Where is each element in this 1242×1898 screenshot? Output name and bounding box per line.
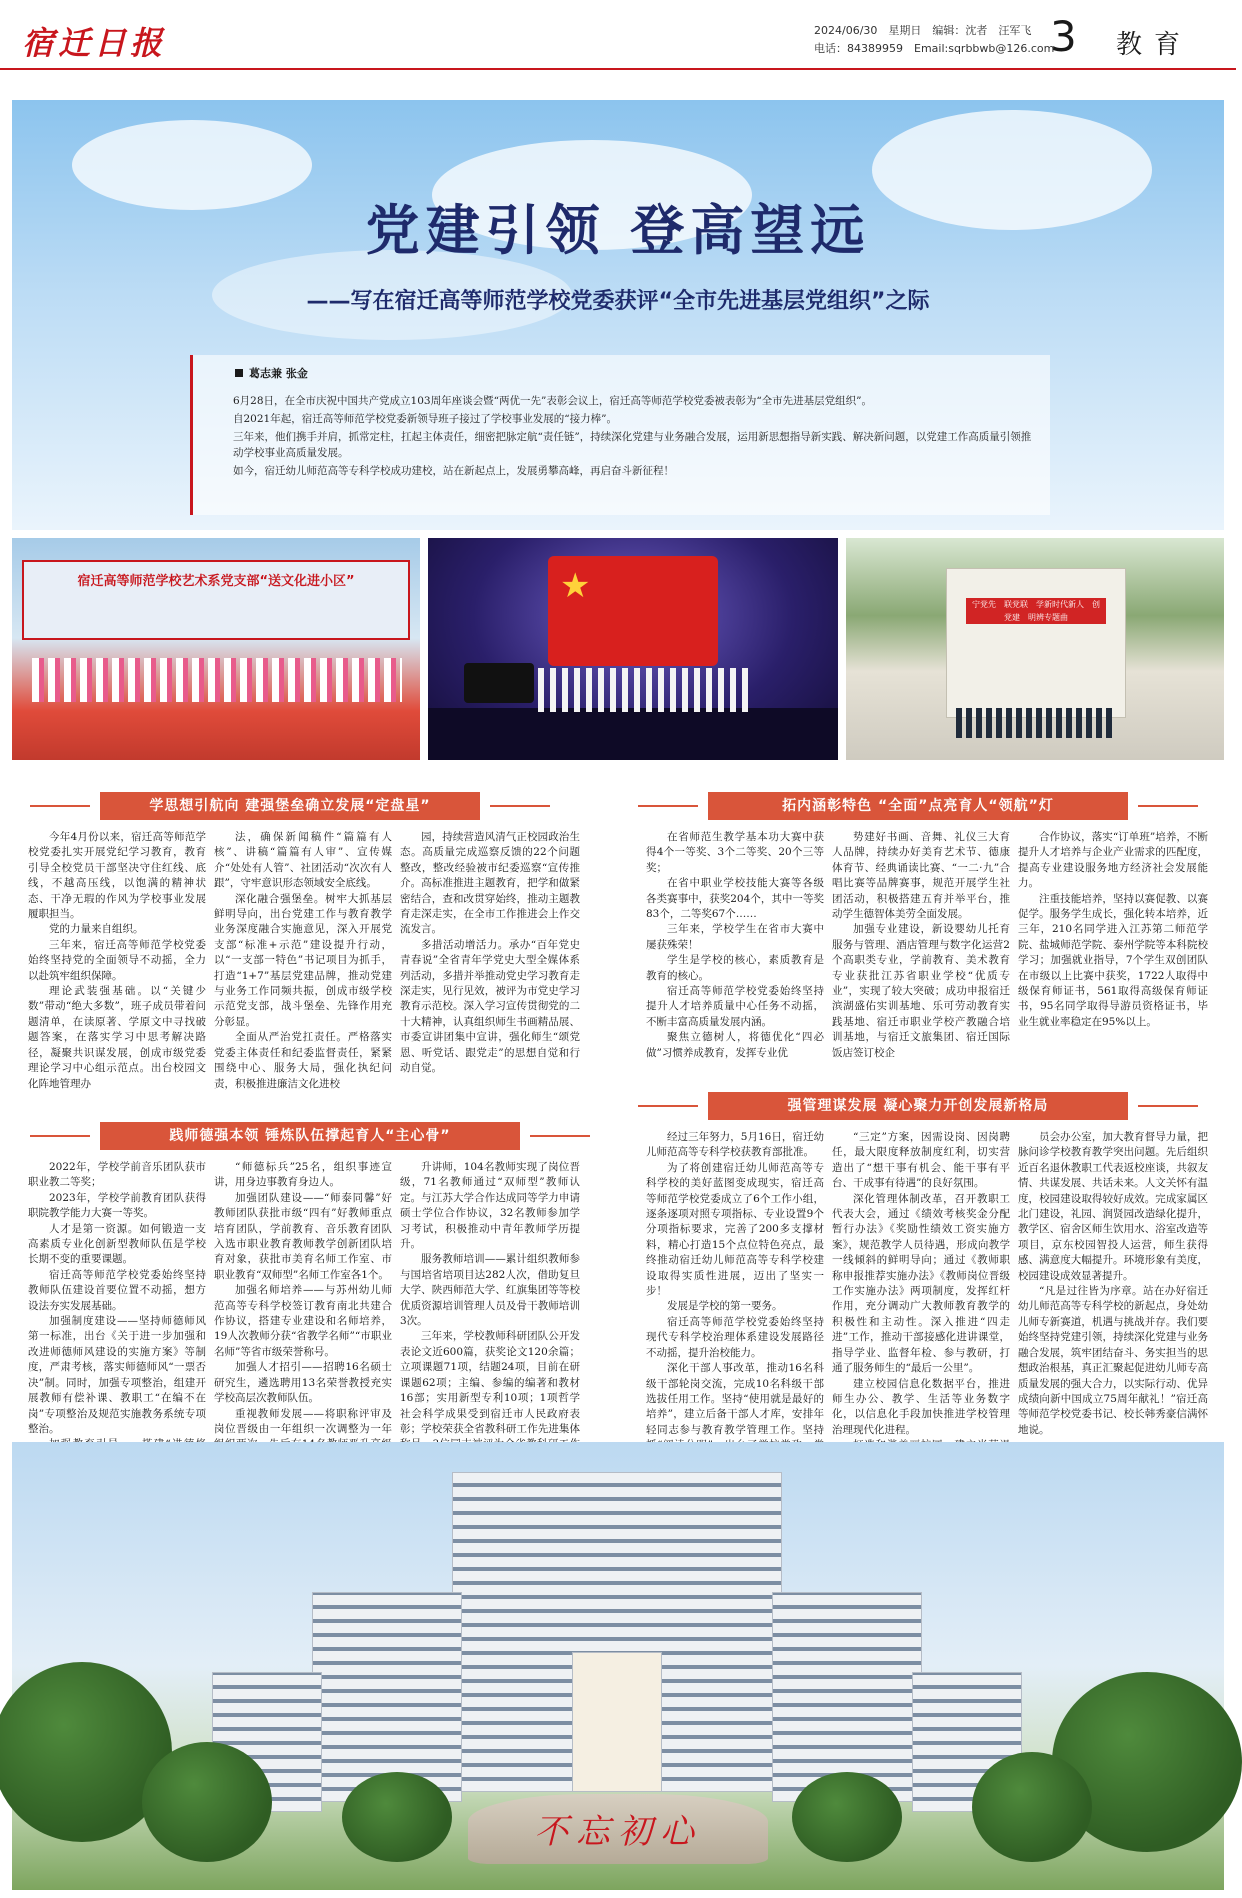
- paragraph: 宿迁高等师范学校党委始终坚持提升人才培养质量中心任务不动摇，不断丰富高质量发展内涵。: [646, 985, 824, 1028]
- intro-paragraph: 自2021年起，宿迁高等师范学校党委新领导班子接过了学校事业发展的“接力棒”。: [233, 413, 617, 425]
- campus-photo: [12, 1442, 1224, 1890]
- paragraph: 深化干部人事改革，推动16名科级干部轮岗交流，完成10名科级干部选拔任用工作。坚持“使用就是最好的培养”，建立后备干部人才库，安排年轻同志参与教育教学管理工作。坚持: [646, 1362, 824, 1436]
- paragraph: 三年来，宿迁高等师范学校党委始终坚持党的全面领导不动摇，全力以赴筑牢组织保障。: [28, 938, 206, 982]
- event-banner: [22, 560, 410, 640]
- article-column: [646, 830, 824, 1088]
- tree-shape: [792, 1772, 902, 1862]
- hero-banner: [12, 100, 1224, 530]
- group-figures: [956, 708, 1116, 738]
- paragraph: 员会办公室，加大教育督导力量，把脉问诊学校教育教学突出问题。先后组织近百名退休教职工代表返校座谈，共叙友情、共谋发展、共话未来。人文关怀有温度，校园建设取得较好成效。完成家属区北门建设，礼园、润贤园改造绿化提升，教学区、宿舍区师生饮用水、浴室改造等项目，京东校园智投人运营，师生获得感、满意度大幅提升。环境形象有美度，校园建设成效显著提升。: [1018, 1131, 1208, 1282]
- stone-inscription: 不忘初心: [534, 1812, 702, 1852]
- subheadline: ——写在宿迁高等师范学校党委获评“全市先进基层党组织”之际: [306, 289, 930, 314]
- article-column: [28, 1160, 206, 1436]
- photo-building-group: [846, 538, 1224, 760]
- tree-shape: [142, 1742, 272, 1862]
- paragraph: 党的力量来自组织。: [49, 923, 144, 936]
- section-title: 强管理谋发展 凝心聚力开创发展新格局: [708, 1092, 1128, 1120]
- paragraph: “凡是过往皆为序章。站在办好宿迁幼儿师范高等专科学校的新起点，身处幼儿师专新赛道，机遇与挑战并存。我们要始终坚持党建引领，持续深化党建与业务融合发展，筑牢团结奋斗、务实担当的思想政治根基，真正汇聚起促进幼儿师专高质量发展的强大合力，以实际行动、优异成绩向新中国成立75周年献礼！”宿迁高等师范学校党委书记、校长韩秀豪信满怀地说。: [1018, 1285, 1208, 1436]
- paragraph: 建立校园信息化数据平台，推进师生办公、教学、生活等业务数字化，以信息化手段加快推进学校管理治理现代化进程。: [832, 1377, 1010, 1436]
- paragraph: 法，确保新闻稿件“篇篇有人核”、讲稿“篇篇有人审”、宣传媒介“处处有人管”、社团活动“次次有人跟”，守牢意识形态领域安全底线。: [214, 831, 392, 890]
- page-section: 教育: [1116, 30, 1193, 60]
- page-number: 3: [1050, 12, 1077, 61]
- paragraph: 升讲师，104名教师实现了岗位晋级，71名教师通过“双师型”教师认定。与江苏大学合作达成同等学力申请硕士学位合作协议，32名教师参加学习考试，积极推动中青年教师学历提升。: [400, 1161, 580, 1251]
- article-column: [646, 1130, 824, 1436]
- paragraph: 学生是学校的核心，素质教育是教育的核心。: [646, 954, 824, 982]
- paragraph: 加强团队建设——“师泰同馨”好教师团队获批市级“四有”好教师重点培育团队，学前教育、音乐教育团队入选市职业教育教师教学创新团队培育对象，获批市美育名师工作室、市职业教育“双师型”名师工作室各1个。: [214, 1191, 392, 1281]
- paragraph: 聚焦立德树人，将德优化“四必做”习惯养成教育，发挥专业优: [646, 1031, 824, 1059]
- paragraph: 人才是第一资源。如何锻造一支高素质专业化创新型教师队伍是学校长期不变的重要课题。: [28, 1222, 206, 1266]
- building-wing-left: [312, 1592, 462, 1802]
- section-title: 学思想引航向 建强堡垒确立发展“定盘星”: [100, 792, 480, 820]
- paragraph: 服务教师培训——累计组织教师参与国培省培项目达282人次，借助复旦大学、陕西师范大学、红旗集团等等校优质资源培训管理人员及骨干教师培训3次。: [400, 1253, 580, 1328]
- paragraph: 加强名师培养——与苏州幼儿师范高等专科学校签订教育南北共建合作协议，搭建专业建设和名师培养，19人次教师分获“省教学名师”“市职业名师”等省市级荣誉称号。: [214, 1284, 392, 1358]
- red-flag-backdrop: [548, 556, 718, 666]
- article-column: [28, 830, 206, 1136]
- section-title: 践师德强本领 锤炼队伍撑起育人“主心骨”: [100, 1122, 520, 1150]
- main-entrance: [572, 1652, 662, 1792]
- event-banner-text: 宿迁高等师范学校艺术系党支部“送文化进小区”: [77, 574, 355, 589]
- date-line: 2024/06/30 星期日 编辑：沈者 汪军飞: [814, 24, 1032, 37]
- photo-outdoor-performance: [12, 538, 420, 760]
- article-column: [1018, 830, 1208, 1088]
- paragraph: “师德标兵”25名，组织事迹宣讲，用身边事教育身边人。: [214, 1161, 392, 1189]
- issue-meta: [814, 22, 1054, 58]
- intro-box: [190, 355, 1050, 515]
- photo-stage-choir: [428, 538, 838, 760]
- intro-paragraph: 如今，宿迁幼儿师范高等专科学校成功建校，站在新起点上，发展勇攀高峰，再启奋斗新征程！: [233, 465, 674, 477]
- star-icon: ★: [560, 566, 591, 606]
- paragraph: 合作协议，落实“订单班”培养，不断提升人才培养与企业产业需求的匹配度，提高专业建设服务地方经济社会发展能力。: [1018, 831, 1208, 890]
- paragraph: 势建好书画、音舞、礼仪三大育人品牌，持续办好美育艺术节、德康体育节、经典诵读比赛、“一二·九”合唱比赛等品牌赛事，规范开展学生社团活动，积极搭建五育并举平台，推动学生德智体美劳全面发展。: [832, 831, 1010, 921]
- article-column: [214, 830, 392, 1136]
- paragraph: 三年来，学校教师科研团队公开发表论文近600篇，获奖论文120余篇；立项课题71项，结题24项，目前在研课题62项；主编、参编的编著和教材16部；实用新型专利10项；1项哲学社会科学成果受到宿迁市人民政府表彰；学校荣获全省教科研工作先进集体: [400, 1330, 580, 1435]
- article-column: [400, 1160, 580, 1436]
- paragraph: 深化融合强堡垒。树牢大抓基层鲜明导向，出台党建工作与教育教学业务深度融合实施意见，深入开展党支部“标准+示范”建设提升行动，以“一支部一特色”书记项目为抓手，打造“1+7”基层党建品牌，推动党建与业务工作同频共振，创成市级学校示范党支部，战斗堡垒、先锋作用充分彰显。: [214, 892, 392, 1028]
- paragraph: 在省师范生教学基本功大赛中获得4个一等奖、3个二等奖、20个三等奖；: [646, 831, 824, 874]
- choir-figures: [538, 668, 748, 712]
- paragraph: 在省中职业学校技能大赛等各级各类赛事中，获奖204个，其中一等奖83个，二等奖67个……: [646, 877, 824, 921]
- school-building: [946, 568, 1126, 718]
- tree-shape: [342, 1772, 452, 1862]
- contact-line: 电话：84389959 Email:sqrbbwb@126.com: [814, 42, 1055, 55]
- paragraph: 加强专业建设，新设婴幼儿托育服务与管理、酒店管理与数字化运营2个高职类专业，学前教育、美术教育专业获批江苏省职业学校“优质专业”，实现了较大突破；成功申报宿迁滨湖盛佑实训基地、乐可劳动教育实践基地、宿迁市职业学校产教融合培训基地，与宿迁文旅集团、宿迁国际饭店签订校企: [832, 923, 1010, 1059]
- paragraph: 2022年，学校学前音乐团队获市职业教二等奖；: [28, 1161, 206, 1189]
- intro-paragraph: 6月28日，在全市庆祝中国共产党成立103周年座谈会暨“两优一先”表彰会议上，宿迁高等师范学校党委被表彰为“全市先进基层党组织”。: [233, 395, 873, 407]
- paragraph: 三年来，学校学生在省市大赛中屡获殊荣！: [646, 923, 824, 951]
- paragraph: 理论武装强基础。以“关键少数”带动“绝大多数”，班子成员带着问题清单，在读原著、学原文中寻找破题答案，在落实学习中思考解决路径，凝聚共识谋发展，创成市级党委理论学习中心组示范点。出台校园文化阵地管理办: [28, 985, 206, 1090]
- paragraph: 发展是学校的第一要务。: [667, 1300, 783, 1313]
- article-column: [214, 1160, 392, 1436]
- tree-shape: [972, 1752, 1092, 1862]
- paragraph: 多措活动增活力。承办“百年党史青春说”全省青年学党史大型全媒体系列活动，多措并举推动党史学习教育走深走实，见行见效，被评为市党史学习教育示范校。深入学习宣传贯彻党的二十大精神，认真组织师生书画精品展、市委宣讲团集中宣讲，强化师生“颂党恩、听党话、跟党走”的思想自觉和行动自觉。: [400, 938, 580, 1075]
- paragraph: 为了将创建宿迁幼儿师范高等专科学校的美好蓝图变成现实，宿迁高等师范学校党委成立了6个工作小组，逐条逐项对照专项指标、专业设置9个分项指标要求，完善了200多支撑材料，精心打造15个点位特色亮点，最终推动宿迁幼儿师范高等专科学校建设取得实质性进展，迈出了坚实一步！: [646, 1161, 824, 1298]
- paragraph: 2023年，学校学前教育团队获得职院教学能力大赛一等奖。: [28, 1191, 206, 1220]
- red-sign: [966, 598, 1106, 624]
- red-sign-text: 宁党先 联党联 学新时代新人 创党建 明辨专题曲: [972, 600, 1100, 622]
- building-wing-right: [772, 1592, 922, 1802]
- section-title: 拓内涵彰特色 “全面”点亮育人“领航”灯: [708, 792, 1128, 820]
- paragraph: 宿迁高等师范学校党委始终坚持教师队伍建设首要位置不动摇，想方设法夯实发展基础。: [28, 1268, 206, 1312]
- paragraph: 园，持续营造风清气正校园政治生态。高质量完成巡察反馈的22个问题整改，整改经验被市纪委巡察“宣传推介。高标准推进主题教育，把学和做紧密结合，查和改贯穿始终，推动主题教育走深走实，在全市工作推进会上作交流发言。: [400, 831, 580, 936]
- newspaper-logo: 宿迁日报: [22, 24, 167, 62]
- performers-figures: [32, 658, 402, 702]
- paragraph: 注重技能培养，坚持以赛促教、以赛促学。服务学生成长，强化转本培养，近三年，210名同学进入江苏第二师范学院、盐城师范学院、泰州学院等本科院校学习；加强就业指导，7个学生双创团队在市级以上比赛中获奖，1722人取得中级保育师证书，561取得高级保育师证书，95名同学取得导游员资格证书，毕业生就业率稳定在95%以上。: [1018, 892, 1208, 1028]
- article-column: [1018, 1130, 1208, 1436]
- article-column: [832, 830, 1010, 1088]
- paragraph: 重视教师发展——将职称评审及岗位晋级由一年组织一次调整为一年: [214, 1407, 392, 1435]
- stage-floor: [428, 708, 838, 760]
- piano-shape: [464, 663, 534, 703]
- paragraph: 深化管理体制改革，召开教职工代表大会，通过《绩效考核奖金分配暂行办法》《奖励性绩效工资实施方案》，规范教学人员待遇，形成向教学一线倾斜的鲜明导向；通过《教师职称申报推荐实施办法》《教师岗位晋级工作实施办法》两项制度，发挥红杆作用，充分调动广大教师教育教学的积极性和主动性。深入推进“四走进”工作，推动干部接感化进讲课堂，指导学业、监督年检、参与教研，打通了服务师生的“最后一公里”。: [832, 1192, 1010, 1375]
- headline: 党建引领 登高望远: [365, 199, 871, 262]
- paragraph: 加强制度建设——坚持师德师风第一标准，出台《关于进一步加强和改进师德师风建设的实施方案》等制度，严肃考核，落实师德师风“一票否决”制。同时，加强专项整治，组建开展教师有偿补课、教职工“在编不在岗”专项整治及规范实施教务系统专项整治。: [28, 1315, 206, 1435]
- intro-paragraph: 三年来，他们携手并肩，抓常定柱，扛起主体责任，细密把脉定航“责任链”，持续深化党建与业务融合发展，运用新思想指导新实践、解决新问题，以党建工作高质量引领推动学校事业高质量发展。: [233, 431, 1032, 459]
- author-byline: 葛志兼 张金: [235, 365, 308, 381]
- paragraph: 全面从严治党扛责任。严格落实党委主体责任和纪委监督责任，紧紧围绕中心、服务大局，强化执纪问责，积极推进廉洁文化进校: [214, 1031, 392, 1090]
- paragraph: 加强人才招引——招聘16名硕士研究生，遴选聘用13名荣誉教授充实学校高层次教师队伍。: [214, 1361, 392, 1405]
- paragraph: 经过三年努力，5月16日，宿迁幼儿师范高等专科学校获教育部批准。: [646, 1131, 824, 1159]
- article-column: [400, 830, 580, 1136]
- paragraph: 宿迁高等师范学校党委始终坚持现代专科学校治理体系建设发展路径不动摇，提升治校能力。: [646, 1315, 824, 1359]
- paragraph: 今年4月份以来，宿迁高等师范学校党委扎实开展党纪学习教育，教育引导全校党员干部坚决守住红线、底线，不越高压线，以饱满的精神状态、干净无瑕的作风为学校事业发展履职担当。: [28, 831, 206, 921]
- masthead: [0, 0, 1236, 70]
- article-column: [832, 1130, 1010, 1436]
- paragraph: “三定”方案，因需设岗、因岗聘任，最大限度释放制度红利，切实营造出了“想干事有机会、能干事有平台、干成事有待遇”的良好氛围。: [832, 1131, 1010, 1190]
